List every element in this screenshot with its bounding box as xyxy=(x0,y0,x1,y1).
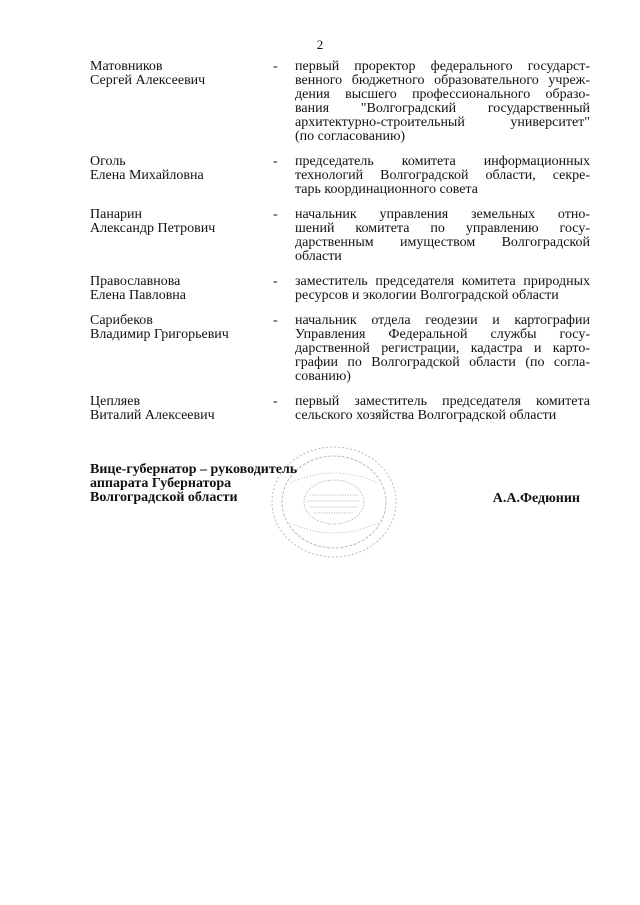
member-role xyxy=(295,275,590,303)
member-dash: - xyxy=(273,394,278,409)
member-role xyxy=(295,155,590,197)
member-dash: - xyxy=(273,154,278,169)
member-given-names: Елена Павловна xyxy=(90,288,187,303)
member-entry xyxy=(90,60,590,144)
role-line: дения высшего профессионального образо- xyxy=(295,87,590,102)
role-line: ресурсов и экологии Волгоградской области xyxy=(295,288,559,303)
signature-block xyxy=(90,463,580,505)
role-line: шений комитета по управлению госу- xyxy=(295,221,590,236)
member-surname: Сарибеков xyxy=(90,313,153,328)
role-line: вания "Волгоградский государственный xyxy=(295,101,590,116)
role-line: технологий Волгоградской области, секре- xyxy=(295,168,590,183)
role-line: Управления Федеральной службы госу- xyxy=(295,327,590,342)
member-dash: - xyxy=(273,207,278,222)
role-line: дарственным имуществом Волгоградской xyxy=(295,235,590,250)
member-name xyxy=(90,155,273,183)
member-given-names: Владимир Григорьевич xyxy=(90,327,229,342)
member-given-names: Елена Михайловна xyxy=(90,168,204,183)
member-given-names: Виталий Алексеевич xyxy=(90,408,215,423)
member-entry xyxy=(90,395,590,423)
role-line: тарь координационного совета xyxy=(295,182,478,197)
member-dash: - xyxy=(273,313,278,328)
member-surname: Матовников xyxy=(90,59,163,74)
role-line: заместитель председателя комитета природных xyxy=(295,274,590,289)
member-name xyxy=(90,208,273,236)
member-given-names: Александр Петрович xyxy=(90,221,216,236)
role-line: сованию) xyxy=(295,369,351,384)
signatory-name: А.А.Федюнин xyxy=(492,491,580,506)
member-surname: Панарин xyxy=(90,207,143,222)
member-surname: Православнова xyxy=(90,274,181,289)
role-line: (по согласованию) xyxy=(295,129,406,144)
member-entry xyxy=(90,314,590,384)
member-name xyxy=(90,395,273,423)
member-role xyxy=(295,395,590,423)
member-given-names: Сергей Алексеевич xyxy=(90,73,206,88)
member-dash: - xyxy=(273,274,278,289)
role-line: начальник отдела геодезии и картографии xyxy=(295,313,590,328)
role-line: сельского хозяйства Волгоградской области xyxy=(295,408,557,423)
position-line: Волгоградской области xyxy=(90,490,238,505)
member-role xyxy=(295,314,590,384)
member-surname: Цепляев xyxy=(90,394,141,409)
role-line: первый проректор федерального государст- xyxy=(295,59,590,74)
member-name xyxy=(90,275,273,303)
member-dash: - xyxy=(273,59,278,74)
role-line: архитектурно-строительный университет" xyxy=(295,115,590,130)
member-role xyxy=(295,208,590,264)
council-member-list xyxy=(90,60,590,434)
member-entry xyxy=(90,155,590,197)
member-surname: Оголь xyxy=(90,154,126,169)
position-line: аппарата Губернатора xyxy=(90,476,232,491)
member-role xyxy=(295,60,590,144)
member-name xyxy=(90,60,273,88)
member-entry xyxy=(90,208,590,264)
role-line: области xyxy=(295,249,342,264)
role-line: венного бюджетного образовательного учреж- xyxy=(295,73,590,88)
role-line: начальник управления земельных отно- xyxy=(295,207,590,222)
role-line: графии по Волгоградской области (по согла- xyxy=(295,355,590,370)
role-line: председатель комитета информационных xyxy=(295,154,590,169)
role-line: первый заместитель председателя комитета xyxy=(295,394,590,409)
role-line: дарственной регистрации, кадастра и карто- xyxy=(295,341,590,356)
member-name xyxy=(90,314,273,342)
page-number: 2 xyxy=(316,37,324,52)
position-line: Вице-губернатор – руководитель xyxy=(90,462,298,477)
member-entry xyxy=(90,275,590,303)
